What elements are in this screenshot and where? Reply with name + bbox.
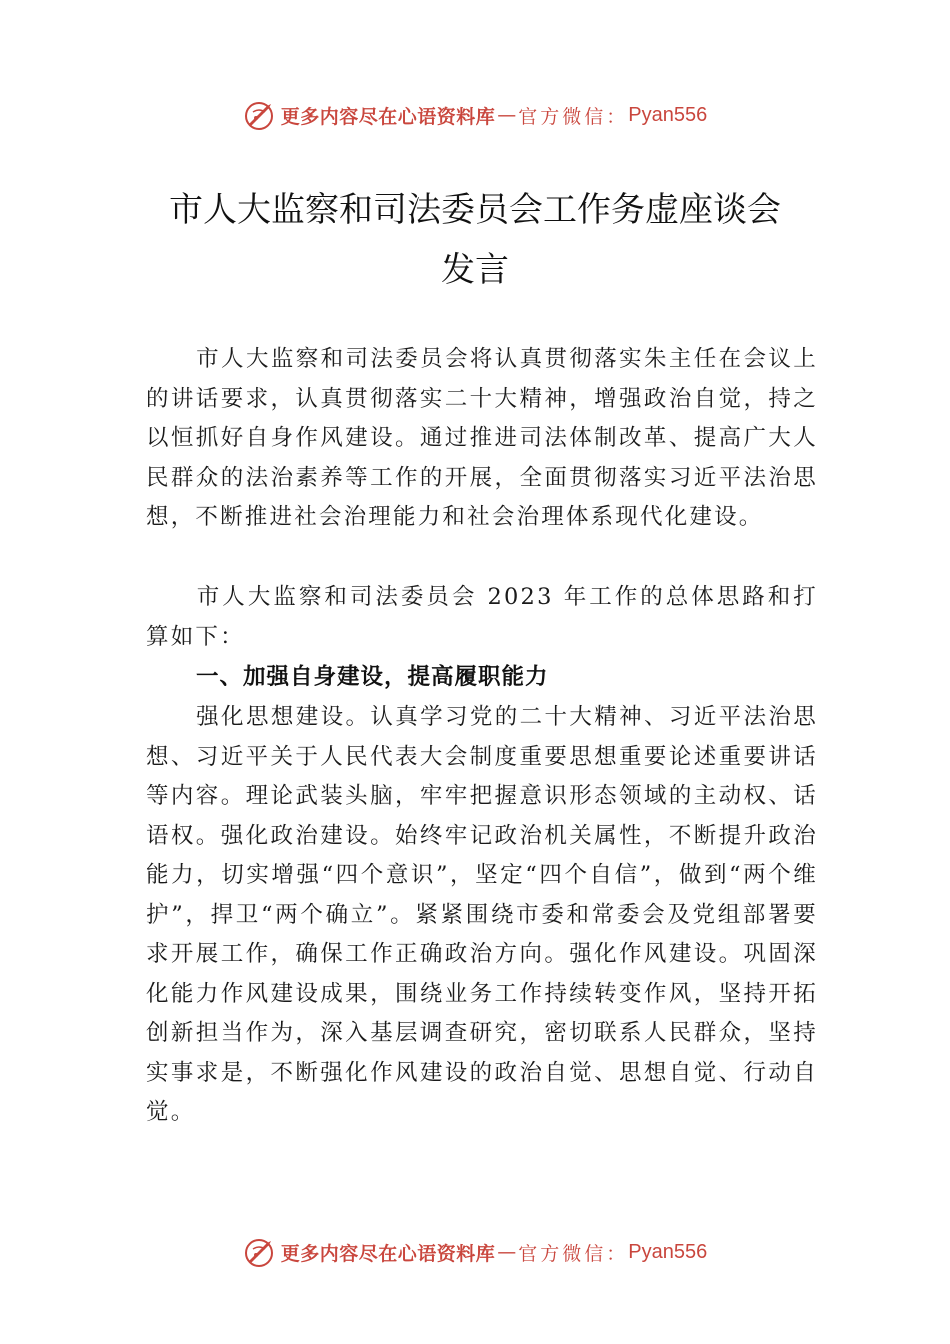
body-paragraph-2 [146, 578, 818, 657]
watermark-dash: — [497, 1241, 517, 1263]
body-paragraph-3 [146, 698, 818, 1133]
body-paragraph-3-text: 强化思想建设。认真学习党的二十大精神、习近平法治思想、习近平关于人民代表大会制度重要思想重要论述重要讲话等内容。理论武装头脑，牢牢把握意识形态领域的主动权、话语权。强化政治建设。始终牢记政治机关属性，不断提升政治能力，切实增强“四个意识”，坚定“四个自信”，做到“两个维护”，捍卫“两个确立”。紧紧围绕市委和常委会及党组部署要求开展工作，确保工作正确政治方向。强化作风建设。巩固深化能力作风建设成果，围绕业务工作持续转变作风，坚持开拓创新担当作为，深入基层调查研究，密切联系人民群众，坚持实事求是，不断强化作风建设的政治自觉、思想自觉、行动自觉。 [146, 704, 818, 1125]
header-watermark-banner [0, 95, 950, 135]
pen-nib-logo-icon [243, 1235, 277, 1269]
watermark-dash: — [497, 104, 517, 126]
pen-nib-logo-icon [243, 98, 277, 132]
body-paragraph-1 [146, 340, 818, 538]
watermark-wechat-id: Pyan556 [628, 1240, 708, 1263]
document-title-line-2: 发言 [441, 250, 509, 290]
footer-watermark-banner [0, 1232, 950, 1272]
document-title-line-1: 市人大监察和司法委员会工作务虚座谈会 [169, 190, 781, 230]
body-paragraph-1-text: 市人大监察和司法委员会将认真贯彻落实朱主任在会议上的讲话要求，认真贯彻落实二十大精神，增强政治自觉，持之以恒抓好自身作风建设。通过推进司法体制改革、提高广大人民群众的法治素养等工作的开展，全面贯彻落实习近平法治思想，不断推进社会治理能力和社会治理体系现代化建设。 [146, 346, 818, 530]
watermark-official-label: 官方微信： [518, 105, 629, 128]
watermark-brand-text: 更多内容尽在心语资料库 [280, 105, 496, 128]
section-heading-1: 一、加强自身建设，提高履职能力 [196, 664, 549, 690]
watermark-official-label: 官方微信： [518, 1242, 629, 1265]
watermark-wechat-id: Pyan556 [628, 103, 708, 126]
body-paragraph-2-text: 市人大监察和司法委员会 2023 年工作的总体思路和打算如下： [146, 584, 818, 650]
watermark-brand-text: 更多内容尽在心语资料库 [280, 1242, 496, 1265]
